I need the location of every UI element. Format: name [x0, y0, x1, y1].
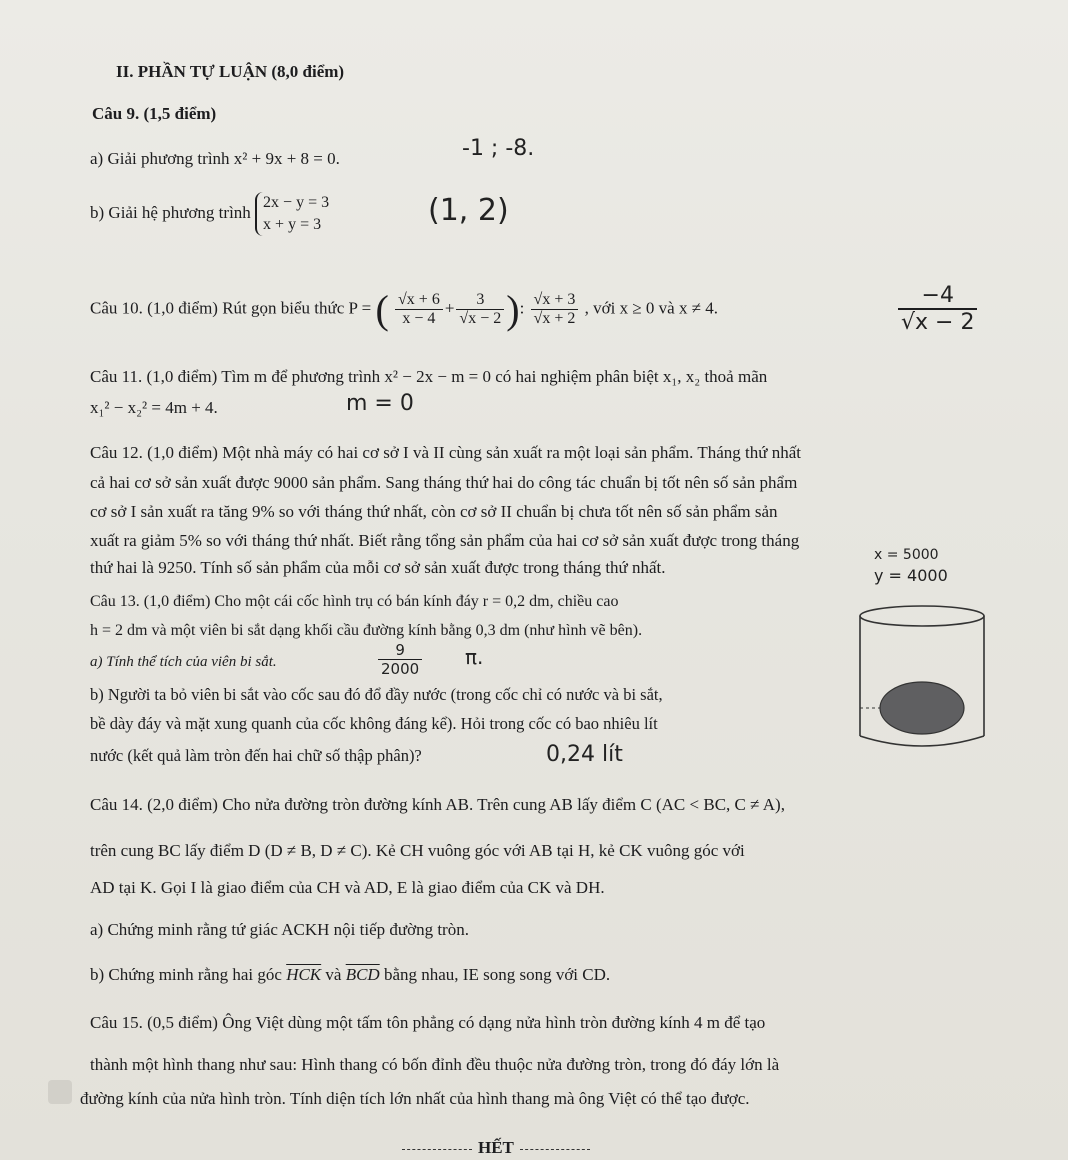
q14-b-angle-hck: $\overline{HCK}$ [286, 965, 322, 984]
q10-statement: Câu 10. (1,0 điểm) Rút gọn biểu thức P = ( $\frac{√x + 6}{x - 4}$ + $\frac{3}{√x - 2}$ ): $\frac{√x + 3}{√x + 2}$ , với x ≥ 0 và x ≠ 4. [90, 287, 719, 332]
q10-suffix: , với x ≥ 0 và x ≠ 4. [584, 298, 719, 318]
q15-line2: thành một hình thang như sau: Hình thang có bốn đỉnh đều thuộc nửa đường tròn, trong đó đáy lớn là [90, 1055, 780, 1074]
q9-part-b [90, 192, 329, 236]
q10-term3 [531, 291, 579, 328]
q12-line1: Câu 12. (1,0 điểm) Một nhà máy có hai cơ sở I và II cùng sản xuất ra một loại sản phẩm. Tháng thứ nhất [90, 443, 801, 462]
q10-term1 [395, 291, 443, 328]
cylinder-cup-figure [842, 588, 1002, 748]
q10-term2 [456, 291, 504, 328]
q9-b-system [255, 192, 329, 236]
q10-term1-num: √x + 6 [395, 291, 443, 310]
q15-line3: đường kính của nửa hình tròn. Tính diện tích lớn nhất của hình thang mà ông Việt có thể tạo được. [80, 1089, 750, 1108]
q13-part-b-line2: bề dày đáy và mặt xung quanh của cốc không đáng kể). Hỏi trong cốc có bao nhiêu lít [90, 714, 658, 733]
q13-a-ans-num: 9 [378, 641, 422, 660]
q13-a-handwritten-answer [376, 641, 483, 678]
q13-line2: h = 2 dm và một viên bi sắt dạng khối cầu đường kính bằng 0,3 dm (như hình vẽ bên). [90, 622, 643, 639]
q14-line2: trên cung BC lấy điểm D (D ≠ B, D ≠ C). Kẻ CH vuông góc với AB tại H, kẻ CK vuông góc với [90, 841, 745, 860]
q15-line1: Câu 15. (0,5 điểm) Ông Việt dùng một tấm tôn phẳng có dạng nửa hình tròn đường kính 4 m để tạo [90, 1013, 766, 1032]
footer-end-label: HẾT [478, 1138, 514, 1157]
q14-line1: Câu 14. (2,0 điểm) Cho nửa đường tròn đường kính AB. Trên cung AB lấy điểm C (AC < BC, C ≠ A), [90, 795, 785, 814]
q9-b-prefix: b) Giải hệ phương trình [90, 202, 251, 222]
q13-a-ans-pi: π. [464, 645, 484, 669]
footer [396, 1138, 596, 1158]
part-title: II. PHẦN TỰ LUẬN (8,0 điểm) [116, 62, 345, 81]
q10-term3-num: √x + 3 [531, 291, 579, 310]
q12-line3: cơ sở I sản xuất ra tăng 9% so với tháng thứ nhất, còn cơ sở II chuẩn bị chưa tốt nên số sản phẩm sản [90, 502, 778, 521]
q10-term2-den: √x − 2 [459, 310, 502, 327]
q14-b-angle-bcd: $\overline{BCD}$ [345, 965, 380, 984]
q14-b-suffix: bằng nhau, IE song song với CD. [383, 965, 611, 984]
q9-b-eq1: 2x − y = 3 [263, 194, 330, 211]
q14-b-and: và [325, 965, 342, 984]
q14-part-a: a) Chứng minh rằng tứ giác ACKH nội tiếp đường tròn. [90, 920, 469, 939]
q10-term2-num: 3 [456, 291, 504, 310]
q12-line4: xuất ra giảm 5% so với tháng thứ nhất. Biết rằng tổng sản phẩm của hai cơ sở sản xuất được trong tháng [90, 531, 800, 550]
q10-term1-den: x − 4 [402, 310, 436, 327]
q12-line5: thứ hai là 9250. Tính số sản phẩm của mỗi cơ sở sản xuất được trong tháng thứ nhất. [90, 558, 666, 577]
watermark-logo-icon [48, 1080, 72, 1104]
q10-handwritten-answer [896, 283, 979, 335]
q9-title: Câu 9. (1,5 điểm) [92, 104, 217, 123]
q13-b-handwritten-answer: 0,24 lít [546, 742, 623, 767]
q10-prefix: Câu 10. (1,0 điểm) Rút gọn biểu thức P = [90, 298, 372, 318]
q9-b-handwritten-answer: (1, 2) [428, 193, 509, 228]
q13-line1: Câu 13. (1,0 điểm) Cho một cái cốc hình trụ có bán kính đáy r = 0,2 dm, chiều cao [90, 593, 619, 610]
q12-line2: cả hai cơ sở sản xuất được 9000 sản phẩm. Sang tháng thứ hai do công tác chuẩn bị tốt nên số sản phẩm [90, 473, 798, 492]
q10-ans-num: −4 [898, 283, 977, 310]
q12-handwritten-y: y = 4000 [874, 566, 948, 585]
q13-part-b-line1: b) Người ta bỏ viên bi sắt vào cốc sau đó đổ đầy nước (trong cốc chỉ có nước và bi sắt, [90, 685, 663, 704]
q11-handwritten-answer: m = 0 [346, 391, 414, 416]
q9-b-eq2: x + y = 3 [263, 216, 322, 233]
q9-a-handwritten-answer: -1 ; -8. [462, 136, 535, 161]
q9-part-a: a) Giải phương trình x² + 9x + 8 = 0. [90, 149, 340, 168]
q10-term3-den: √x + 2 [533, 310, 576, 327]
q14-line3: AD tại K. Gọi I là giao điểm của CH và AD, E là giao điểm của CK và DH. [90, 878, 605, 897]
q12-handwritten-x: x = 5000 [874, 547, 939, 563]
q14-b-prefix: b) Chứng minh rằng hai góc [90, 965, 282, 984]
q13-part-a: a) Tính thể tích của viên bi sắt. [90, 654, 277, 670]
q13-part-b-line3: nước (kết quả làm tròn đến hai chữ số thập phân)? [90, 746, 422, 765]
q10-ans-den: √x − 2 [901, 310, 975, 335]
q11-line1: Câu 11. (1,0 điểm) Tìm m để phương trình x² − 2x − m = 0 có hai nghiệm phân biệt x₁, x₂ thoả mãn [90, 367, 768, 386]
iron-ball-shape [880, 682, 964, 734]
q11-line2: x₁² − x₂² = 4m + 4. [90, 398, 218, 417]
q14-part-b [90, 965, 610, 985]
q13-a-ans-den: 2000 [381, 660, 420, 678]
